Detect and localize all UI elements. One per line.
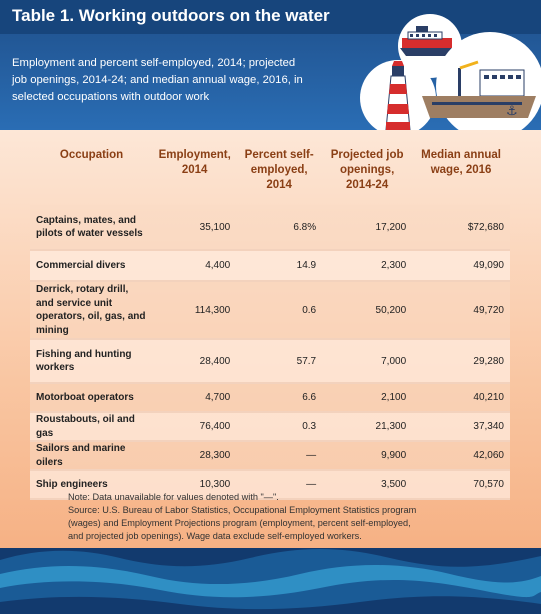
employment-cell: 35,100 <box>153 205 236 250</box>
openings-cell: 21,300 <box>322 412 412 441</box>
self-employed-cell: — <box>236 441 322 470</box>
self-employed-cell: — <box>236 470 322 499</box>
wage-cell: 37,340 <box>412 412 510 441</box>
col-wage: Median annual wage, 2016 <box>421 149 501 176</box>
openings-cell: 9,900 <box>322 441 412 470</box>
occupation-cell: Sailors and marine oilers <box>30 441 153 470</box>
note-line: Note: Data unavailable for values denoted with "—". <box>68 492 279 502</box>
source-line: and projected job openings). Wage data exclude self-employed workers. <box>68 531 362 541</box>
occupation-cell: Ship engineers <box>30 470 153 499</box>
occupation-cell: Motorboat operators <box>30 383 153 412</box>
anchor-icon: ⚓ <box>506 104 518 119</box>
self-employed-cell: 6.6 <box>236 383 322 412</box>
table-row <box>30 281 510 339</box>
col-employment: Employment, 2014 <box>158 149 231 176</box>
openings-cell: 3,500 <box>322 470 412 499</box>
employment-cell: 76,400 <box>153 412 236 441</box>
wage-cell: 49,720 <box>412 281 510 339</box>
wage-cell: 29,280 <box>412 339 510 383</box>
openings-cell: 50,200 <box>322 281 412 339</box>
openings-cell: 7,000 <box>322 339 412 383</box>
table-row <box>30 441 510 470</box>
source-line: Source: U.S. Bureau of Labor Statistics, Occupational Employment Statistics program <box>68 505 417 515</box>
ocean-waves <box>0 548 541 614</box>
occupation-cell: Derrick, rotary drill, and service unit operators, oil, gas, and mining <box>30 281 153 339</box>
col-self-employed: Percent self-employed, 2014 <box>244 149 314 191</box>
employment-cell: 4,400 <box>153 250 236 281</box>
table-row <box>30 339 510 383</box>
openings-cell: 2,100 <box>322 383 412 412</box>
occupation-cell: Commercial divers <box>30 250 153 281</box>
occupation-cell: Captains, mates, and pilots of water vessels <box>30 205 153 250</box>
openings-cell: 17,200 <box>322 205 412 250</box>
table-row <box>30 250 510 281</box>
wage-cell: 40,210 <box>412 383 510 412</box>
self-employed-cell: 0.3 <box>236 412 322 441</box>
wage-cell: 49,090 <box>412 250 510 281</box>
occupation-cell: Fishing and hunting workers <box>30 339 153 383</box>
wage-cell: $72,680 <box>412 205 510 250</box>
table-notes <box>68 491 488 543</box>
self-employed-cell: 0.6 <box>236 281 322 339</box>
header-banner <box>0 0 541 130</box>
wage-cell: 70,570 <box>412 470 510 499</box>
employment-cell: 114,300 <box>153 281 236 339</box>
source-line: (wages) and Employment Projections program (employment, percent self-employed, <box>68 518 411 528</box>
self-employed-cell: 57.7 <box>236 339 322 383</box>
col-openings: Projected job openings, 2014-24 <box>330 149 404 191</box>
self-employed-cell: 14.9 <box>236 250 322 281</box>
table-row <box>30 205 510 250</box>
table-row <box>30 383 510 412</box>
occupations-table <box>30 143 510 500</box>
table-row <box>30 412 510 441</box>
col-occupation: Occupation <box>59 149 124 161</box>
employment-cell: 28,300 <box>153 441 236 470</box>
self-employed-cell: 6.8% <box>236 205 322 250</box>
employment-cell: 10,300 <box>153 470 236 499</box>
employment-cell: 4,700 <box>153 383 236 412</box>
openings-cell: 2,300 <box>322 250 412 281</box>
wage-cell: 42,060 <box>412 441 510 470</box>
table-title: Table 1. Working outdoors on the water <box>12 6 330 25</box>
header-row <box>30 143 510 205</box>
occupation-cell: Roustabouts, oil and gas <box>30 412 153 441</box>
employment-cell: 28,400 <box>153 339 236 383</box>
table-subtitle: Employment and percent self-employed, 2014; projected job openings, 2014-24; and median annual wage, 2016, in selected occupations with outdoor work <box>12 57 303 103</box>
maritime-illustration <box>350 6 541 130</box>
